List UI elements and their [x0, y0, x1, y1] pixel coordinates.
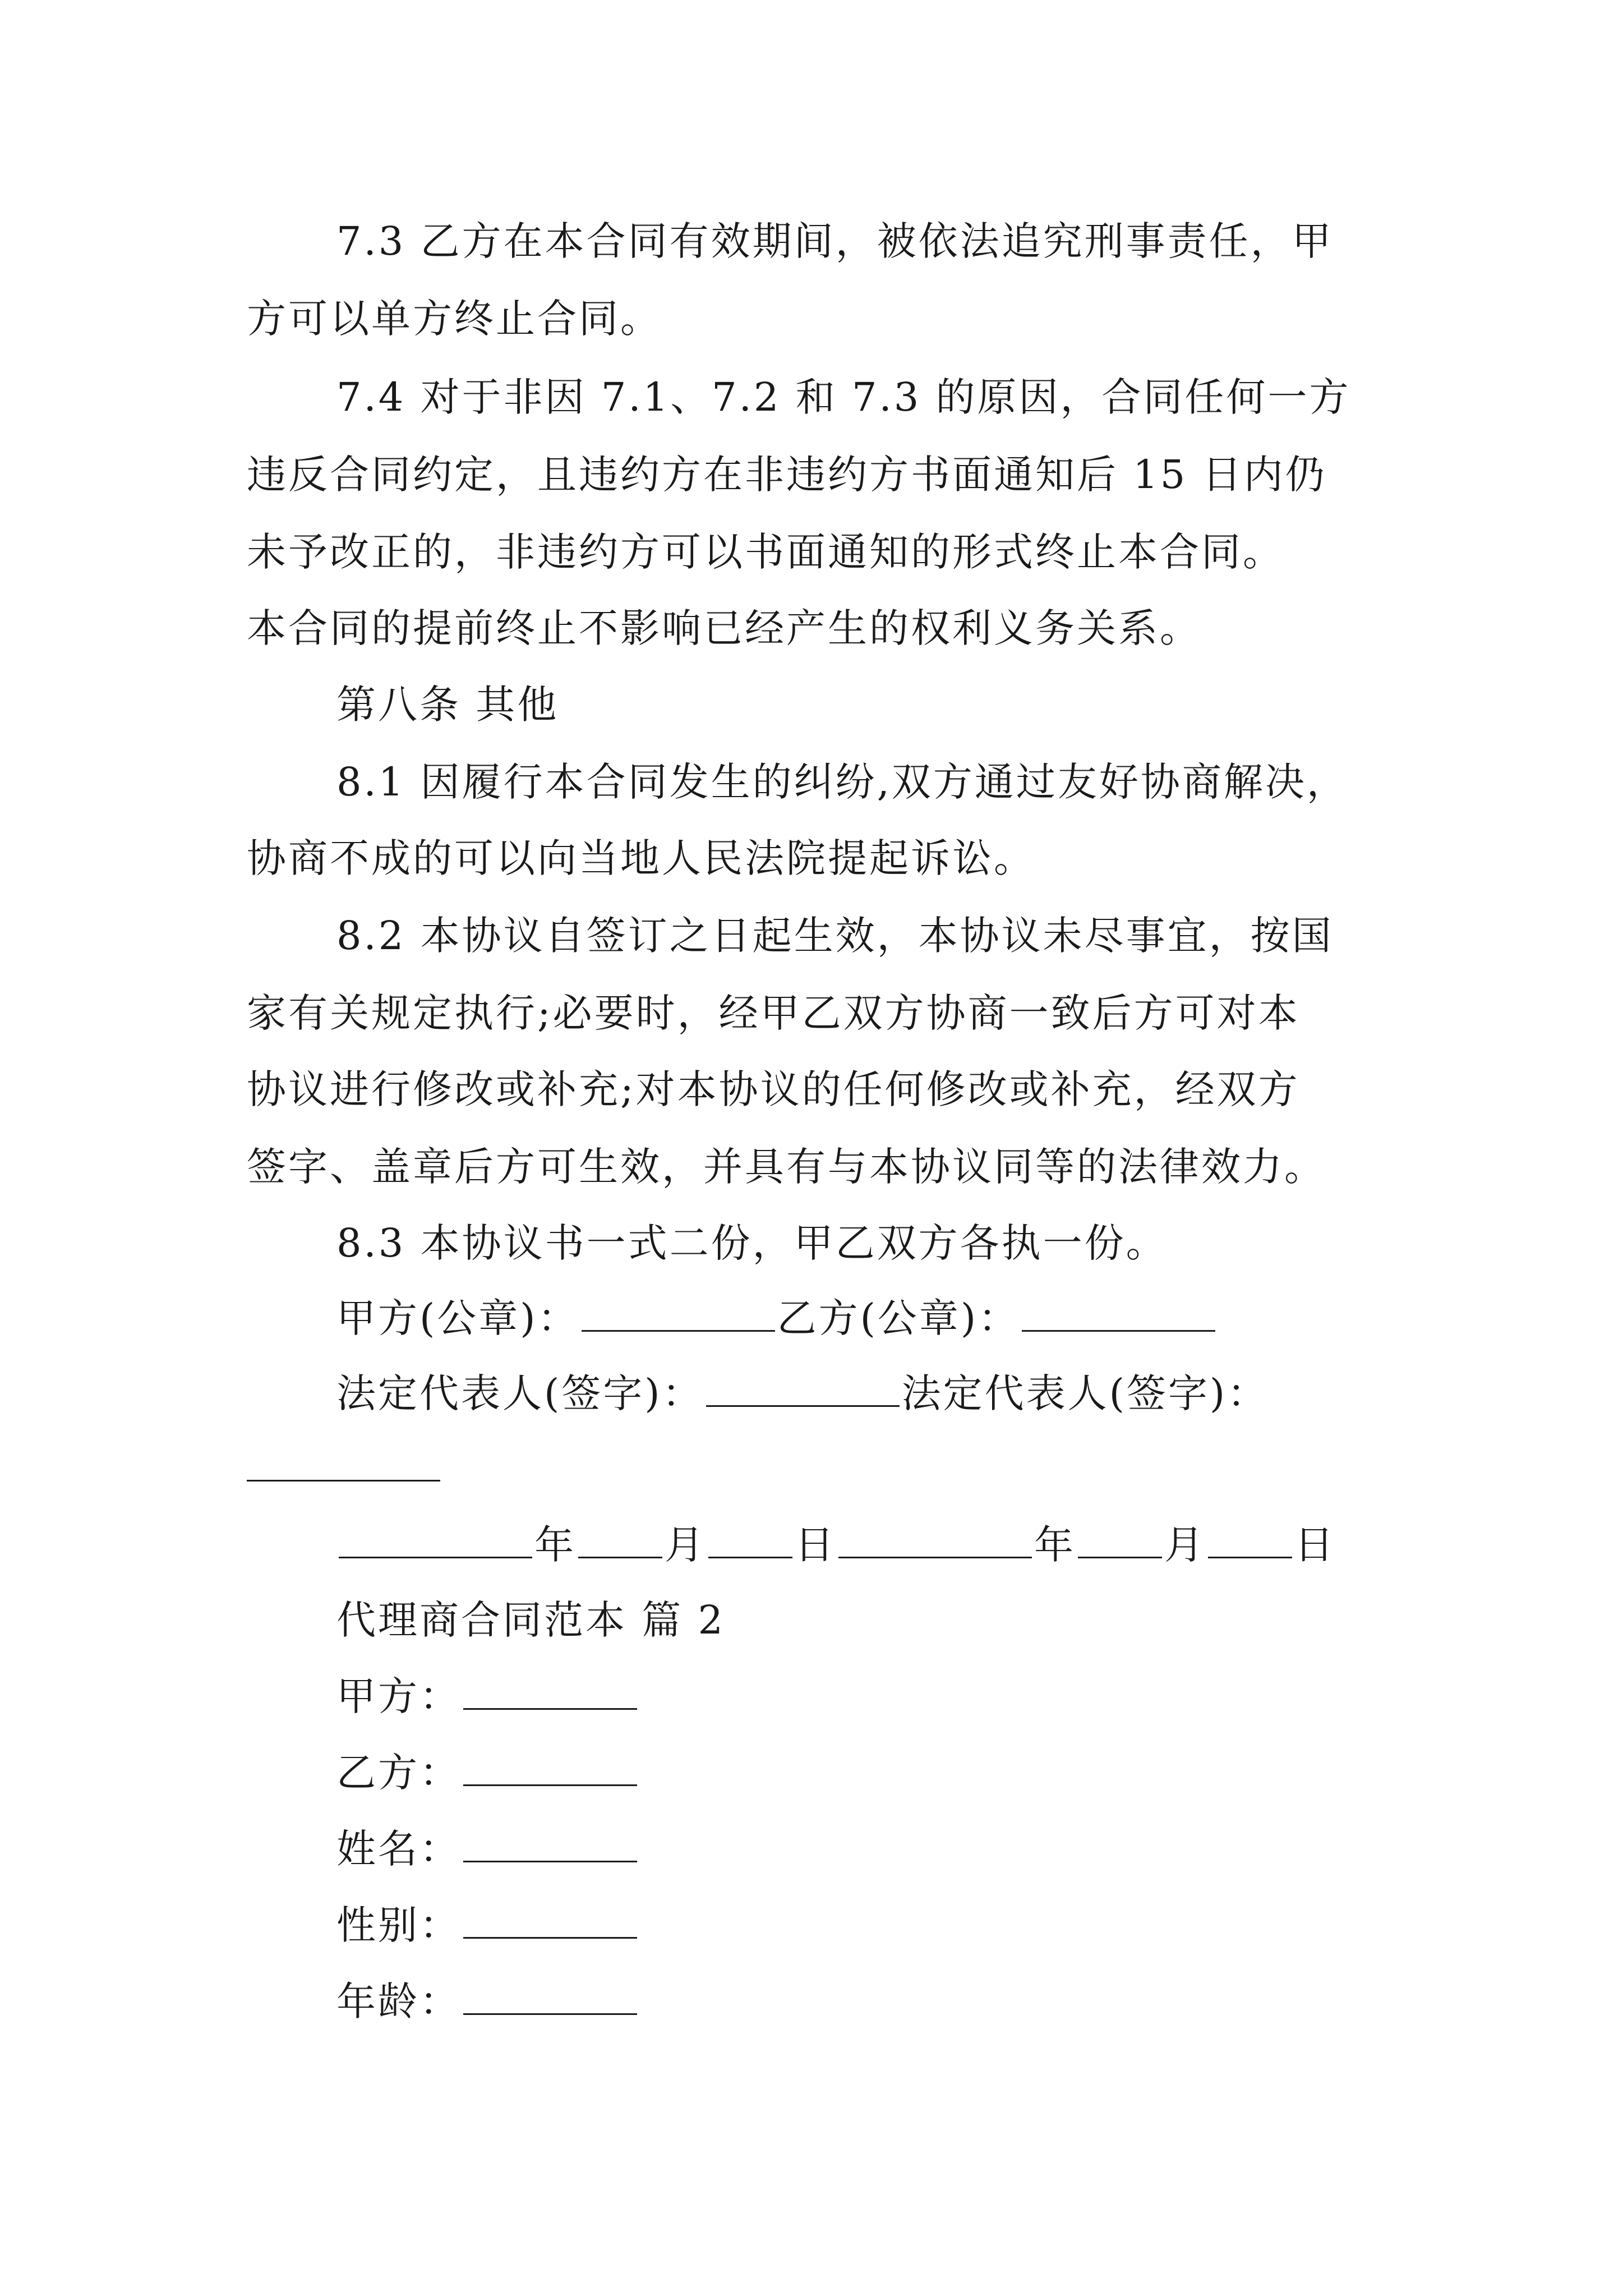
- paragraph-8-1-line-2: 协商不成的可以向当地人民法院提起诉讼。: [247, 835, 1035, 881]
- rep-b-blank[interactable]: [247, 1480, 440, 1481]
- field-label: 甲方：: [336, 1673, 461, 1719]
- date-b-day-blank[interactable]: [1208, 1557, 1292, 1558]
- field-name: [336, 1822, 639, 1876]
- date-a-month-label: 月: [665, 1522, 706, 1568]
- field-age: [336, 1975, 639, 2028]
- field-party-b: [336, 1746, 639, 1800]
- field-party-a: [336, 1669, 639, 1723]
- paragraph-8-2-line-1: 8.2 本协议自签订之日起生效，本协议未尽事宜，按国: [336, 913, 1334, 959]
- date-b-month-blank[interactable]: [1078, 1557, 1162, 1558]
- paragraph-7-4-line-4: 本合同的提前终止不影响已经产生的权利义务关系。: [247, 605, 1201, 651]
- field-party-b-blank[interactable]: [463, 1784, 637, 1786]
- date-b-day-label: 日: [1294, 1522, 1336, 1568]
- date-a-month-blank[interactable]: [578, 1557, 662, 1558]
- date-b-month-label: 月: [1164, 1522, 1206, 1568]
- field-name-blank[interactable]: [463, 1861, 637, 1862]
- field-gender-blank[interactable]: [463, 1937, 637, 1939]
- paragraph-7-3-line-2: 方可以单方终止合同。: [247, 296, 662, 342]
- paragraph-8-2-line-4: 签字、盖章后方可生效，并具有与本协议同等的法律效力。: [247, 1144, 1326, 1190]
- rep-a-blank[interactable]: [706, 1405, 900, 1407]
- date-a-day-label: 日: [795, 1522, 836, 1568]
- date-b-year-label: 年: [1034, 1522, 1076, 1568]
- date-a-year-label: 年: [534, 1522, 576, 1568]
- paragraph-8-1-line-1: 8.1 因履行本合同发生的纠纷,双方通过友好协商解决，: [336, 759, 1348, 805]
- section-title: 代理商合同范本 篇 2: [336, 1597, 726, 1643]
- field-label: 性别：: [336, 1902, 461, 1948]
- party-b-seal-label: 乙方(公章)：: [777, 1295, 1020, 1341]
- field-party-a-blank[interactable]: [463, 1708, 637, 1710]
- field-label: 姓名：: [336, 1826, 461, 1872]
- party-a-seal-label: 甲方(公章)：: [336, 1295, 579, 1341]
- date-b-year-blank[interactable]: [838, 1557, 1032, 1558]
- representative-signature-line: [336, 1366, 1269, 1420]
- field-label: 年龄：: [336, 1978, 461, 2024]
- paragraph-8-3: 8.3 本协议书一式二份，甲乙双方各执一份。: [336, 1220, 1168, 1266]
- rep-b-label: 法定代表人(签字)：: [901, 1370, 1269, 1416]
- seal-signature-line: [336, 1291, 1218, 1345]
- date-a-day-blank[interactable]: [708, 1557, 792, 1558]
- paragraph-7-4-line-3: 未予改正的，非违约方可以书面通知的形式终止本合同。: [247, 529, 1284, 575]
- rep-a-label: 法定代表人(签字)：: [336, 1370, 704, 1416]
- paragraph-7-4-line-2: 违反合同约定，且违约方在非违约方书面通知后 15 日内仍: [247, 452, 1327, 498]
- field-label: 乙方：: [336, 1750, 461, 1796]
- paragraph-7-4-line-1: 7.4 对于非因 7.1、7.2 和 7.3 的原因，合同任何一方: [336, 374, 1351, 420]
- paragraph-7-3-line-1: 7.3 乙方在本合同有效期间，被依法追究刑事责任，甲: [336, 218, 1334, 264]
- paragraph-8-2-line-3: 协议进行修改或补充;对本协议的任何修改或补充，经双方: [247, 1066, 1300, 1112]
- party-a-seal-blank[interactable]: [582, 1330, 775, 1332]
- field-age-blank[interactable]: [463, 2013, 637, 2015]
- paragraph-8-2-line-2: 家有关规定执行;必要时，经甲乙双方协商一致后方可对本: [247, 990, 1300, 1036]
- party-b-seal-blank[interactable]: [1022, 1330, 1215, 1332]
- date-line: [336, 1518, 1336, 1572]
- field-gender: [336, 1898, 639, 1952]
- date-a-year-blank[interactable]: [339, 1557, 532, 1558]
- article-8-heading: 第八条 其他: [336, 682, 559, 728]
